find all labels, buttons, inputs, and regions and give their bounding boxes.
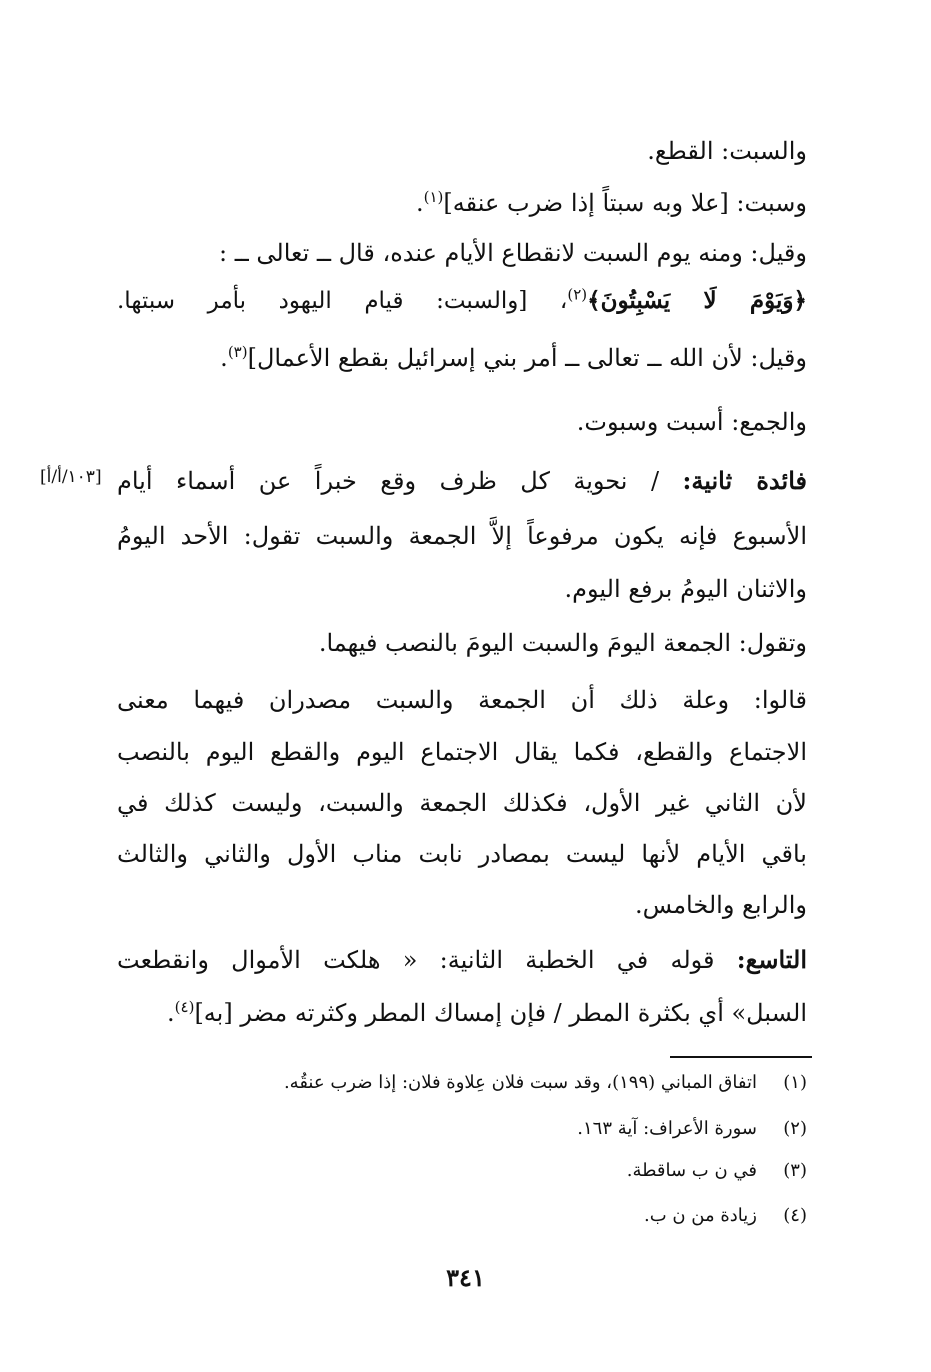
text-span: وقيل: لأن الله ــ تعالى ــ أمر بني إسرائيل بقطع الأعمال] <box>247 344 807 372</box>
text-line-13 <box>117 783 807 823</box>
text-span: والجمع: أسبت وسبوت. <box>576 408 807 436</box>
text-span: وقيل: ومنه يوم السبت لانقطاع الأيام عنده، قال ــ تعالى ــ : <box>218 239 807 267</box>
footnote-number: (٣) <box>783 1160 807 1181</box>
text-line-9 <box>117 569 807 609</box>
text-span: قالوا: وعلة ذلك أن الجمعة والسبت مصدران فيهما معنى <box>117 686 807 714</box>
text-line-12 <box>117 732 807 772</box>
footnote-ref-3: (٣) <box>227 343 248 361</box>
manuscript-folio-ref: [١٠٣/أ/أ] <box>40 467 102 487</box>
footnote-text: اتفاق المباني (١٩٩)، وقد سبت فلان عِلاوة فلان: إذا ضرب عنقُه. <box>283 1072 757 1093</box>
heading-ninth: التاسع: <box>736 945 807 974</box>
footnote-number: (٢) <box>783 1118 807 1139</box>
text-span: والاثنان اليومُ برفع اليوم. <box>564 575 807 603</box>
footnote-ref-2: (٢) <box>567 285 588 304</box>
text-span: وتقول: الجمعة اليومَ والسبت اليومَ بالنصب فيهما. <box>318 629 807 657</box>
text-span: والسبت: القطع. <box>647 137 807 165</box>
footnote-2 <box>107 1114 807 1144</box>
text-line-16 <box>117 940 807 980</box>
text-line-17 <box>117 993 807 1033</box>
footnote-number: (٤) <box>783 1205 807 1226</box>
text-span: . <box>220 344 228 372</box>
text-line-2 <box>117 183 807 223</box>
footnote-3 <box>107 1156 807 1186</box>
text-line-14 <box>117 834 807 874</box>
text-span: / نحوية كل ظرف وقع خبراً عن أسماء أيام <box>117 467 683 495</box>
footnote-ref-1: (١) <box>423 188 444 206</box>
text-span: والرابع والخامس. <box>634 891 807 919</box>
footnote-text: في ن ب ساقطة. <box>626 1160 757 1181</box>
footnote-ref-4: (٤) <box>174 998 195 1016</box>
page-number: ٣٤١ <box>446 1263 485 1292</box>
text-span: السبل» أي بكثرة المطر / فإن إمساك المطر وكثرته مضر [به] <box>194 999 807 1027</box>
text-span: . <box>415 189 424 217</box>
text-span: . <box>167 999 175 1027</box>
text-span: الأسبوع فإنه يكون مرفوعاً إلاَّ الجمعة والسبت تقول: الأحد اليومُ <box>117 522 807 550</box>
footnote-4 <box>107 1201 807 1231</box>
text-line-1 <box>117 131 807 171</box>
text-span: قوله في الخطبة الثانية: « هلكت الأموال وانقطعت <box>117 946 737 974</box>
text-line-15 <box>117 885 807 925</box>
text-line-4 <box>117 281 807 321</box>
text-line-11 <box>117 680 807 720</box>
text-line-7 <box>117 461 807 501</box>
text-line-6 <box>117 402 807 442</box>
footnote-text: زيادة من ن ب. <box>643 1205 757 1226</box>
text-line-8 <box>117 516 807 556</box>
text-span: ، [والسبت: قيام اليهود بأمر سبتها. <box>117 288 568 314</box>
text-span: باقي الأيام لأنها ليست بمصادر نابت مناب الأول والثاني والثالث <box>117 840 807 868</box>
heading-benefit: فائدة ثانية: <box>682 466 807 495</box>
text-line-3 <box>117 233 807 273</box>
footnote-separator <box>670 1056 812 1058</box>
footnote-number: (١) <box>783 1072 807 1093</box>
text-line-10 <box>117 623 807 663</box>
text-line-5 <box>117 338 807 378</box>
footnote-text: سورة الأعراف: آية ١٦٣. <box>577 1118 757 1139</box>
text-span: لأن الثاني غير الأول، فكذلك الجمعة والسبت، وليست كذلك في <box>117 789 807 817</box>
footnote-1 <box>107 1068 807 1098</box>
text-span: الاجتماع والقطع، فكما يقال الاجتماع اليوم والقطع اليوم بالنصب <box>117 738 807 766</box>
text-span: وسبت: [علا وبه سبتاً إذا ضرب عنقه] <box>443 189 807 217</box>
quran-verse: ﴿وَيَوْمَ لَا يَسْبِتُونَ﴾ <box>587 287 807 314</box>
